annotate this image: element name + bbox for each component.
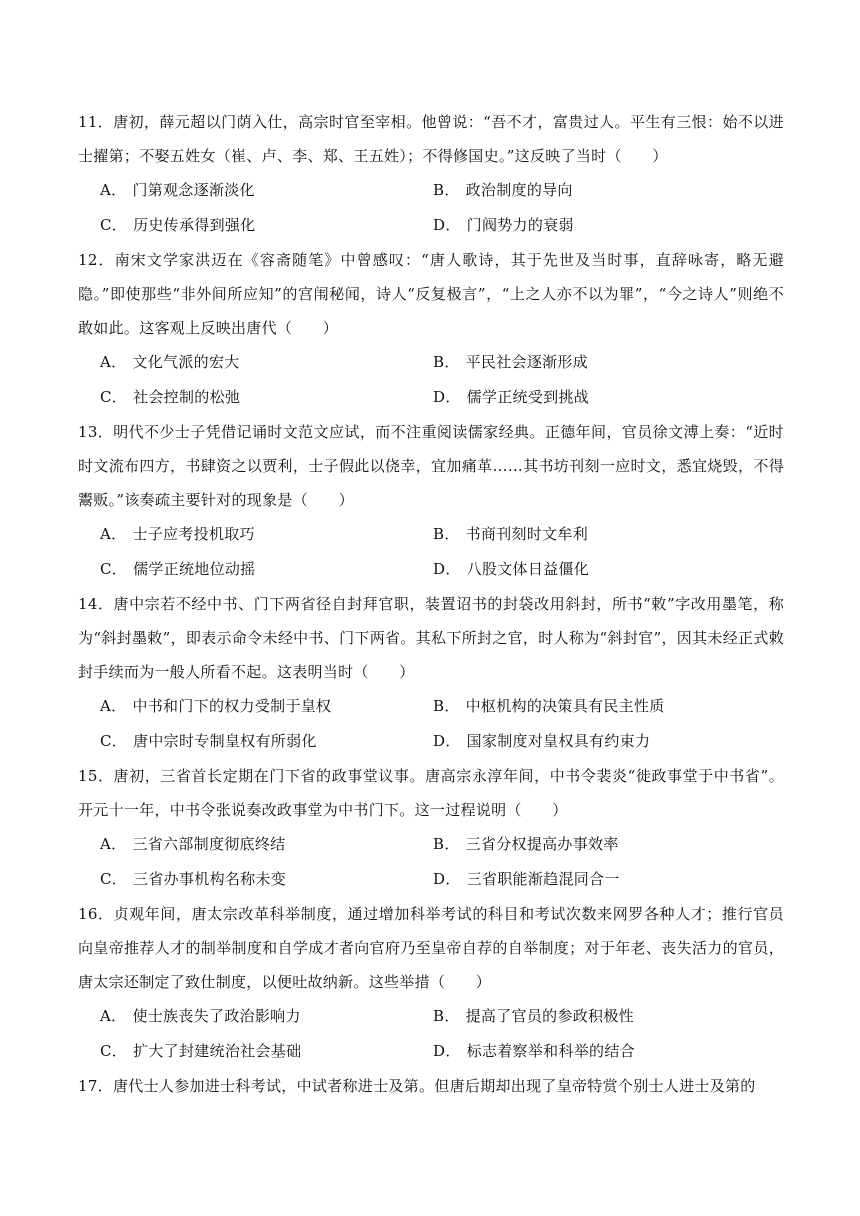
option-text: 中枢机构的决策具有民主性质 (465, 697, 665, 715)
option-d[interactable] (411, 380, 784, 415)
option-b[interactable] (411, 999, 784, 1034)
option-text: 社会控制的松弛 (133, 387, 241, 406)
options-grid (78, 173, 784, 242)
option-text: 门阀势力的衰弱 (466, 215, 574, 234)
option-text: 三省六部制度彻底终结 (132, 835, 286, 853)
option-letter: D． (433, 559, 461, 578)
question-12 (78, 243, 784, 414)
question-17 (78, 1069, 784, 1103)
option-text: 国家制度对皇权具有约束力 (466, 731, 651, 750)
option-letter: C． (100, 215, 128, 234)
option-letter: D． (433, 731, 461, 750)
option-c[interactable] (78, 724, 411, 759)
option-text: 儒学正统受到挑战 (466, 387, 590, 406)
question-16 (78, 897, 784, 1068)
option-b[interactable] (411, 689, 784, 724)
option-b[interactable] (411, 345, 784, 380)
option-letter: A． (100, 181, 127, 199)
question-stem: 17．唐代士人参加进士科考试，中试者称进士及第。但唐后期却出现了皇帝特赏个别士人进士及第的 (78, 1077, 756, 1095)
option-letter: A． (100, 525, 127, 543)
option-text: 三省职能渐趋混同合一 (466, 869, 620, 888)
option-d[interactable] (411, 552, 784, 587)
options-grid (78, 345, 784, 414)
option-letter: B． (433, 1007, 460, 1025)
option-text: 三省分权提高办事效率 (465, 835, 619, 853)
option-text: 三省办事机构名称未变 (133, 869, 287, 888)
option-letter: A． (100, 353, 127, 371)
option-text: 士子应考投机取巧 (132, 525, 255, 543)
option-letter: C． (100, 869, 128, 888)
option-text: 标志着察举和科举的结合 (466, 1041, 635, 1060)
option-text: 使士族丧失了政治影响力 (132, 1007, 301, 1025)
option-letter: C． (100, 559, 128, 578)
option-letter: D． (433, 869, 461, 888)
option-letter: A． (100, 835, 127, 853)
option-text: 扩大了封建统治社会基础 (133, 1041, 302, 1060)
question-15 (78, 759, 784, 896)
question-stem: 16．贞观年间，唐太宗改革科举制度，通过增加科举考试的科目和考试次数来网罗各种人才；推行官员向皇帝推荐人才的制举制度和自学成才者向官府乃至皇帝自荐的自举制度；对于年老、丧失活力的官员，唐太宗还制定了致仕制度，以便吐故纳新。这些举措（ ） (78, 905, 784, 991)
option-c[interactable] (78, 380, 411, 415)
question-11 (78, 105, 784, 242)
option-d[interactable] (411, 862, 784, 897)
question-stem: 15．唐初，三省首长定期在门下省的政事堂议事。唐高宗永淳年间，中书令裴炎“徙政事堂于中书省”。开元十一年，中书令张说奏改政事堂为中书门下。这一过程说明（ ） (78, 767, 784, 819)
option-letter: B． (433, 697, 460, 715)
option-letter: C． (100, 1041, 128, 1060)
option-a[interactable] (78, 999, 411, 1034)
option-a[interactable] (78, 345, 411, 380)
option-letter: D． (433, 1041, 461, 1060)
option-a[interactable] (78, 827, 411, 862)
option-a[interactable] (78, 689, 411, 724)
options-grid (78, 517, 784, 586)
options-grid (78, 827, 784, 896)
option-text: 儒学正统地位动摇 (133, 559, 256, 578)
question-stem: 11．唐初，薛元超以门荫入仕，高宗时官至宰相。他曾说：“吾不才，富贵过人。平生有三恨：始不以进士擢第；不娶五姓女（崔、卢、李、郑、王五姓）；不得修国史。”这反映了当时（ ） (78, 113, 784, 165)
option-text: 平民社会逐渐形成 (465, 353, 589, 371)
option-text: 提高了官员的参政积极性 (465, 1007, 634, 1025)
option-text: 历史传承得到强化 (133, 215, 256, 234)
option-letter: C． (100, 387, 128, 406)
option-d[interactable] (411, 1034, 784, 1069)
option-letter: C． (100, 731, 128, 750)
question-stem: 13．明代不少士子凭借记诵时文范文应试，而不注重阅读儒家经典。正德年间，官员徐文溥上奏：“近时时文流布四方，书肆资之以贾利，士子假此以侥幸，宜加痛革……其书坊刊刻一应时文，悉宜烧毁，不得鬻贩。”该奏疏主要针对的现象是（ ） (78, 423, 784, 509)
options-grid (78, 689, 784, 758)
option-d[interactable] (411, 208, 784, 243)
option-letter: B． (433, 835, 460, 853)
option-a[interactable] (78, 173, 411, 208)
option-letter: D． (433, 215, 461, 234)
option-text: 政治制度的导向 (465, 181, 573, 199)
option-c[interactable] (78, 1034, 411, 1069)
options-grid (78, 999, 784, 1068)
option-text: 门第观念逐渐淡化 (132, 181, 255, 199)
option-text: 文化气派的宏大 (132, 353, 240, 371)
option-b[interactable] (411, 827, 784, 862)
option-letter: B． (433, 353, 460, 371)
option-letter: A． (100, 1007, 127, 1025)
option-letter: B． (433, 181, 460, 199)
option-text: 八股文体日益僵化 (466, 559, 590, 578)
question-14 (78, 587, 784, 758)
question-stem: 14．唐中宗若不经中书、门下两省径自封拜官职，装置诏书的封袋改用斜封，所书“敕”字改用墨笔，称为“斜封墨敕”，即表示命令未经中书、门下两省。其私下所封之官，时人称为“斜封官”，因其未经正式敕封手续而为一般人所看不起。这表明当时（ ） (78, 595, 784, 681)
option-text: 唐中宗时专制皇权有所弱化 (133, 731, 317, 750)
option-b[interactable] (411, 517, 784, 552)
option-c[interactable] (78, 552, 411, 587)
option-letter: D． (433, 387, 461, 406)
option-d[interactable] (411, 724, 784, 759)
option-c[interactable] (78, 862, 411, 897)
option-b[interactable] (411, 173, 784, 208)
option-letter: B． (433, 525, 460, 543)
option-letter: A． (100, 697, 127, 715)
option-c[interactable] (78, 208, 411, 243)
question-stem: 12．南宋文学家洪迈在《容斋随笔》中曾感叹：“唐人歌诗，其于先世及当时事，直辞咏寄，略无避隐。”即使那些“非外间所应知”的宫闱秘闻，诗人“反复极言”，“上之人亦不以为罪”，“今之诗人”则绝不敢如此。这客观上反映出唐代（ ） (78, 251, 784, 337)
question-13 (78, 415, 784, 586)
option-a[interactable] (78, 517, 411, 552)
option-text: 书商刊刻时文牟利 (465, 525, 589, 543)
option-text: 中书和门下的权力受制于皇权 (132, 697, 332, 715)
